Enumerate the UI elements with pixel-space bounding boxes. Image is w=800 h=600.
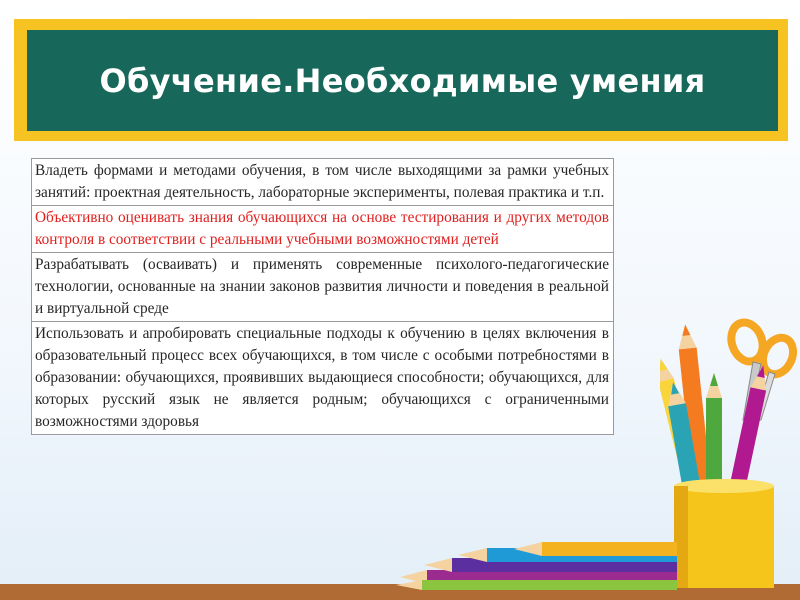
- skill-row: [32, 322, 614, 435]
- skill-text: Разрабатывать (осваивать) и применять современные психолого-педагогические технологии, основанные на знании законов развития личности и поведения в реальной и виртуальной среде: [32, 253, 614, 322]
- skills-table: [31, 158, 614, 435]
- title-board: [14, 19, 788, 141]
- title-board-inner: [27, 30, 778, 131]
- skill-text: Использовать и апробировать специальные подходы к обучению в целях включения в образовательный процесс всех обучающихся, в том числе с особыми потребностями в образовании: обучающихся, проявивших выдающиеся способности; обучающихся, для которых русский язык не является родным; обучающихся с ограниченными возможностями здоровья: [32, 322, 614, 435]
- lying-pencils-icon: [392, 540, 682, 592]
- skill-row: [32, 159, 614, 206]
- skill-text: Объективно оценивать знания обучающихся на основе тестирования и других методов контроля в соответствии с реальными учебными возможностями детей: [32, 206, 614, 253]
- skill-text: Владеть формами и методами обучения, в том числе выходящими за рамки учебных занятий: проектная деятельность, лабораторные эксперименты, полевая практика и т.п.: [32, 159, 614, 206]
- page-title: Обучение.Необходимые умения: [99, 61, 706, 100]
- pencils-in-cup-icon: [660, 318, 800, 488]
- skill-row-highlighted: [32, 206, 614, 253]
- skill-row: [32, 253, 614, 322]
- pencil-cup-icon: [672, 478, 778, 590]
